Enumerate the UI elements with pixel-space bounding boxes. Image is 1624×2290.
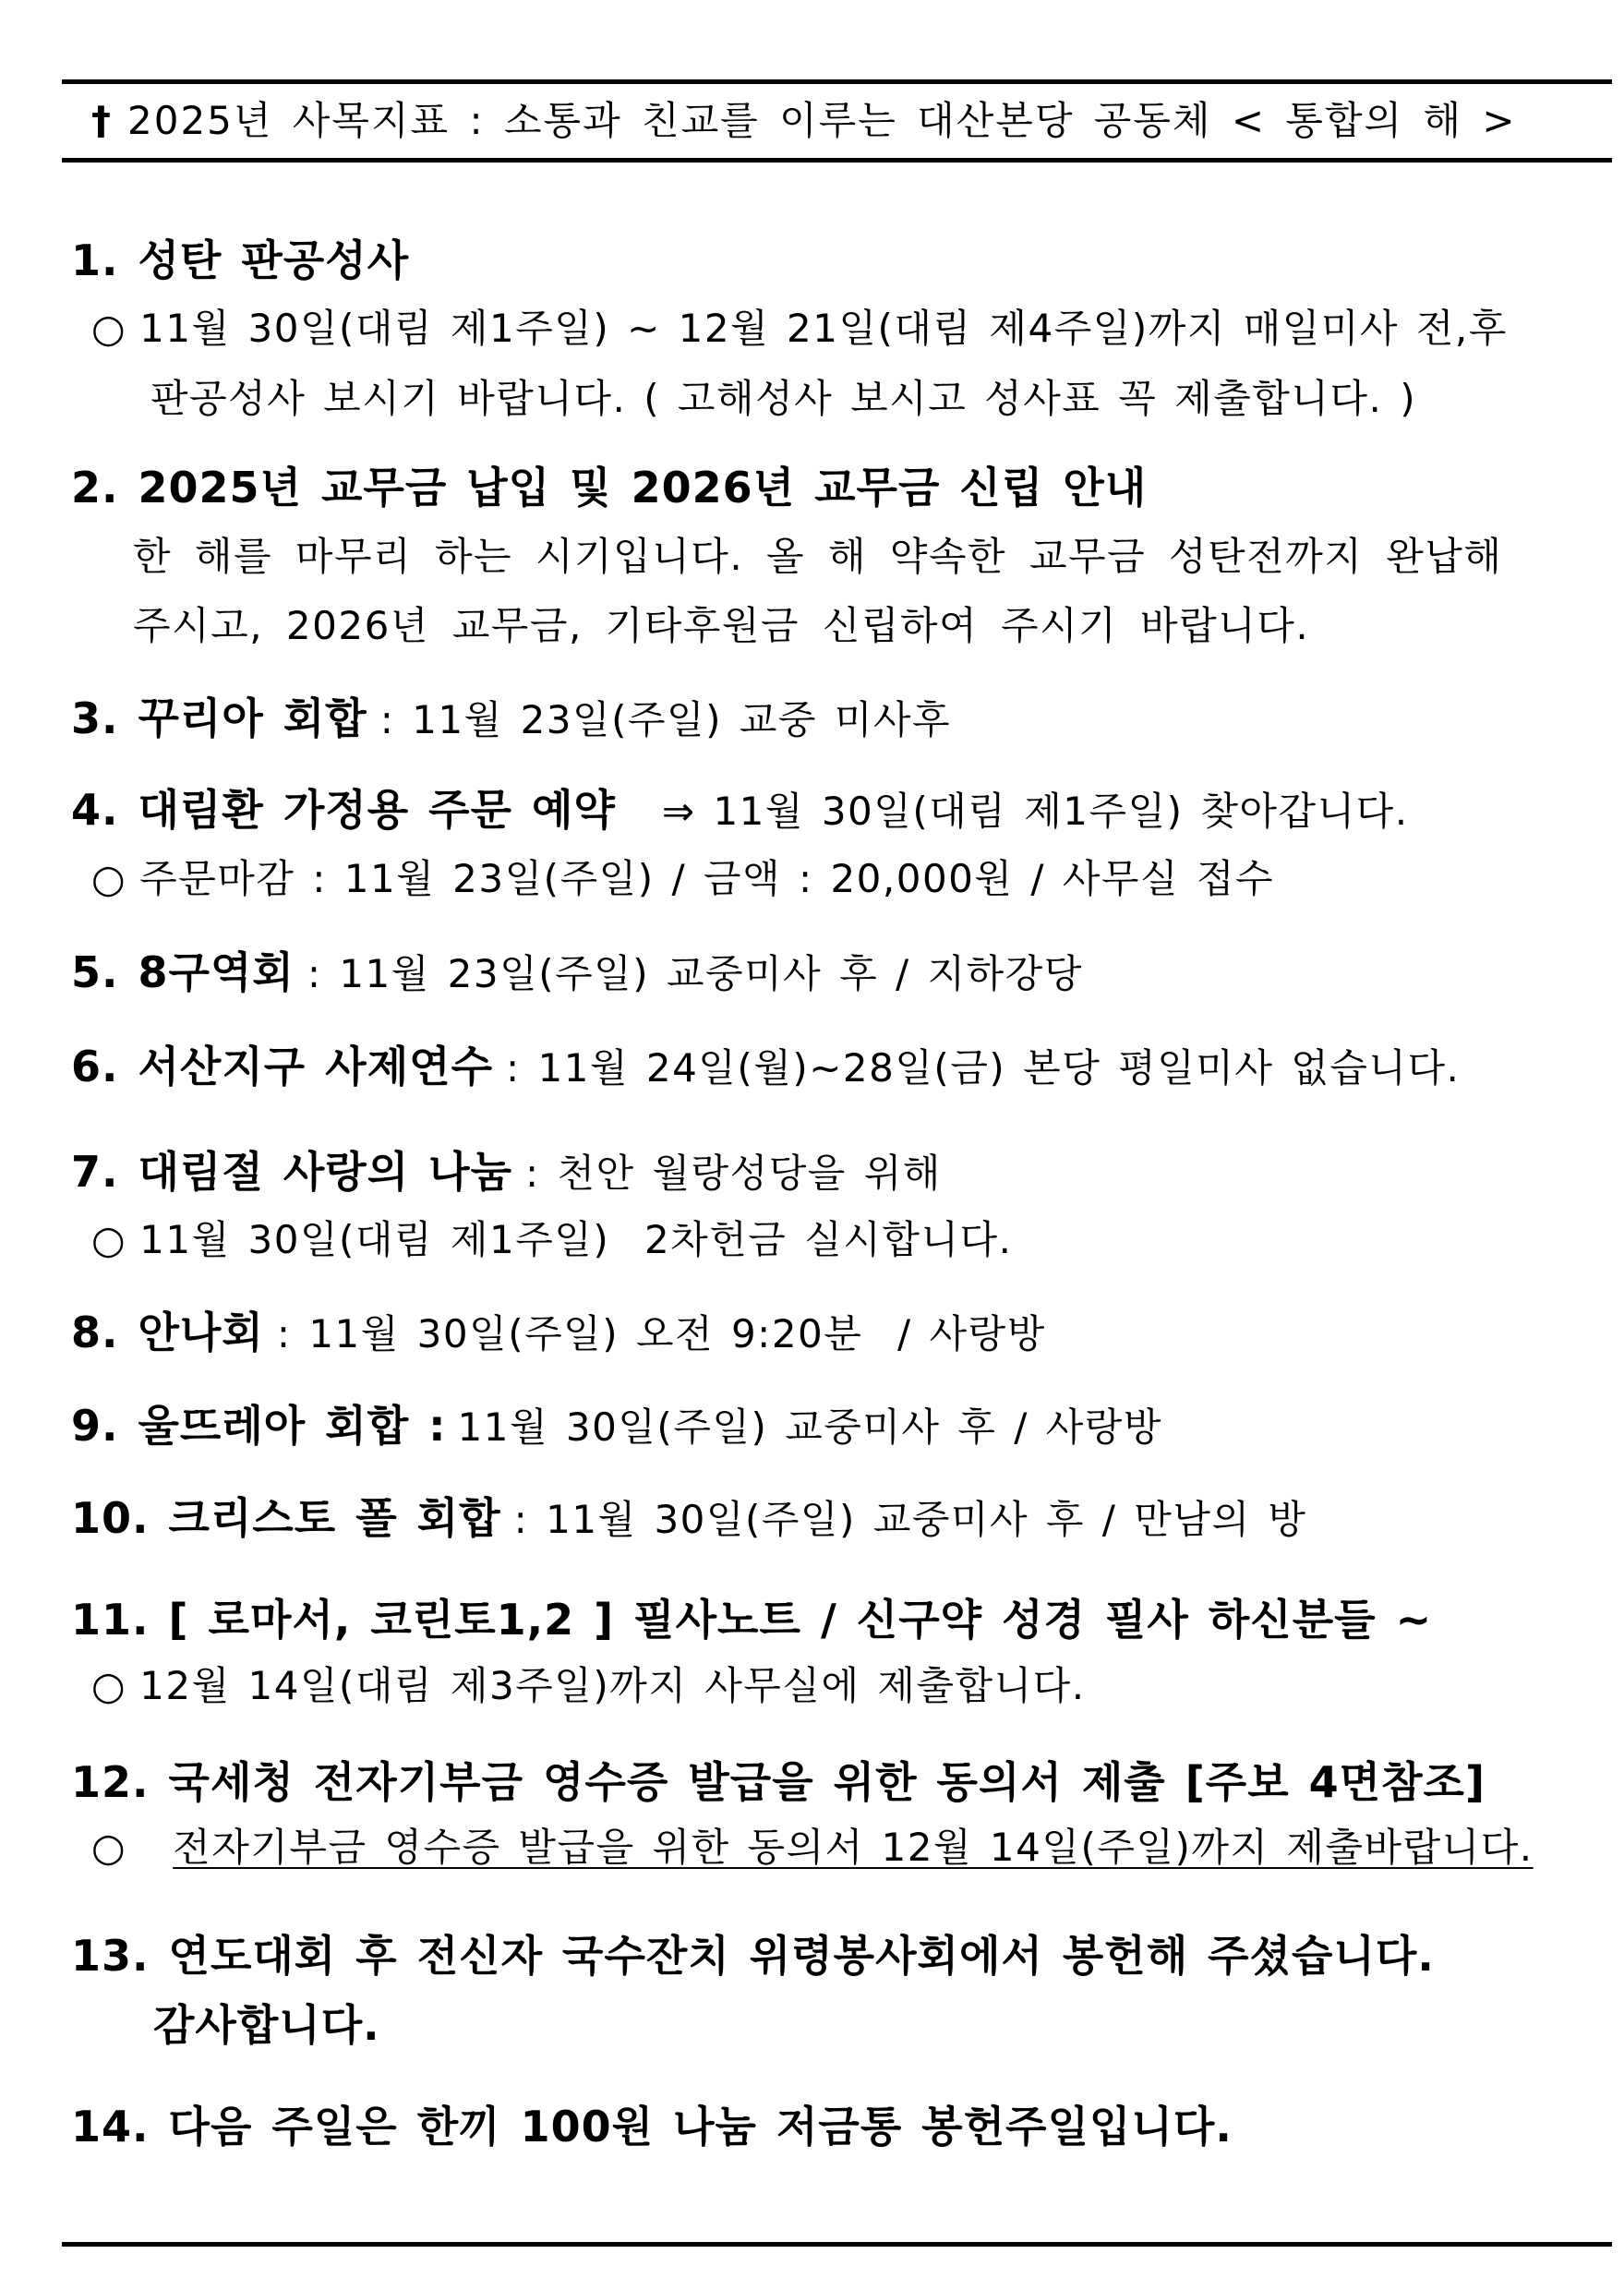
bullet-circle-icon: ○: [91, 306, 127, 351]
notice-2-line-1: 한 해를 마무리 하는 시기입니다. 올 해 약속한 교무금 성탄전까지 완납해: [133, 534, 1503, 579]
cross-icon: †: [91, 98, 113, 143]
notice-8-detail: : 11월 30일(주일) 오전 9:20분 / 사랑방: [276, 1311, 1046, 1356]
notice-14-heading: 14. 다음 주일은 한끼 100원 나눔 저금통 봉헌주일입니다.: [71, 2102, 1233, 2151]
pastoral-motto-text: 2025년 사목지표 : 소통과 친교를 이루는 대산본당 공동체 < 통합의 해 >: [127, 98, 1517, 143]
notice-4-line-1: [91, 853, 1274, 905]
notice-10-detail: : 11월 30일(주일) 교중미사 후 / 만남의 방: [513, 1497, 1307, 1542]
notice-11-line-1-text: 12월 14일(대림 제3주일)까지 사무실에 제출합니다.: [139, 1663, 1086, 1708]
notice-5-detail: : 11월 23일(주일) 교중미사 후 / 지하강당: [307, 951, 1083, 996]
notice-4-line-1-text: 주문마감 : 11월 23일(주일) / 금액 : 20,000원 / 사무실 접수: [139, 856, 1275, 901]
notice-2-heading: 2. 2025년 교무금 납입 및 2026년 교무금 신립 안내: [71, 463, 1148, 512]
notice-10-title: 10. 크리스토 폴 회합: [71, 1493, 501, 1543]
notice-8-title: 8. 안나회: [71, 1308, 264, 1357]
header-bottom-rule: [62, 158, 1612, 163]
notice-3-title: 3. 꾸리아 회합: [71, 693, 367, 743]
bullet-circle-icon: ○: [91, 856, 127, 901]
notice-7-line-1: [91, 1214, 1012, 1266]
notice-9: [71, 1400, 1162, 1452]
notice-12-line-1-text: 전자기부금 영수증 발급을 위한 동의서 12월 14일(주일)까지 제출바랍니다.: [173, 1825, 1534, 1870]
notice-9-title: 9. 울뜨레아 회합 :: [71, 1401, 447, 1451]
notice-13-line-1: 감사합니다.: [153, 2000, 380, 2050]
notice-8: [71, 1307, 1046, 1358]
notice-12-heading: 12. 국세청 전자기부금 영수증 발급을 위한 동의서 제출 [주보 4면참조]: [71, 1757, 1486, 1807]
notice-4-detail: ⇒ 11월 30일(대림 제1주일) 찾아갑니다.: [661, 789, 1409, 834]
notice-13-heading: 13. 연도대회 후 전신자 국수잔치 위령봉사회에서 봉헌해 주셨습니다.: [71, 1931, 1435, 1981]
notice-11-line-1: [91, 1660, 1086, 1712]
notice-1-heading: 1. 성탄 판공성사: [71, 235, 410, 285]
notice-6-title: 6. 서산지구 사제연수: [71, 1042, 493, 1091]
notice-11-heading: 11. [ 로마서, 코린토1,2 ] 필사노트 / 신구약 성경 필사 하신분들 ~: [71, 1595, 1433, 1645]
notice-3: [71, 693, 951, 744]
notice-7-detail: : 천안 월랑성당을 위해: [525, 1151, 942, 1196]
notice-10: [71, 1492, 1306, 1544]
header-top-rule: [62, 79, 1612, 84]
notice-6: [71, 1041, 1460, 1092]
notice-7-title: 7. 대림절 사랑의 나눔: [71, 1147, 513, 1197]
notice-1-line-1-text: 11월 30일(대림 제1주일) ~ 12월 21일(대림 제4주일)까지 매일미사 전,후: [139, 306, 1508, 351]
notice-4-title: 4. 대림환 가정용 주문 예약: [71, 785, 616, 835]
footer-rule: [62, 2242, 1612, 2247]
bullet-circle-icon: ○: [91, 1217, 127, 1262]
notice-1-line-2: 판공성사 보시기 바랍니다. ( 고해성사 보시고 성사표 꼭 제출합니다. ): [150, 376, 1417, 421]
notice-5: [71, 946, 1083, 998]
notice-5-title: 5. 8구역회: [71, 947, 295, 997]
bullet-circle-icon: ○: [91, 1663, 127, 1708]
notice-7-line-1-text: 11월 30일(대림 제1주일) 2차헌금 실시합니다.: [139, 1217, 1013, 1262]
notice-3-detail: : 11월 23일(주일) 교중 미사후: [379, 697, 952, 742]
notice-1-line-1: [91, 303, 1508, 355]
notice-6-detail: : 11월 24일(월)~28일(금) 본당 평일미사 없습니다.: [506, 1045, 1461, 1091]
notice-4: [71, 784, 1409, 836]
bullet-circle-icon: ○: [91, 1825, 127, 1870]
pastoral-motto-header: [91, 95, 1517, 147]
notice-12-line-1: [91, 1822, 1534, 1874]
notice-9-detail: 11월 30일(주일) 교중미사 후 / 사랑방: [457, 1404, 1162, 1450]
notice-2-line-2: 주시고, 2026년 교무금, 기타후원금 신립하여 주시기 바랍니다.: [133, 603, 1310, 648]
notice-7: [71, 1146, 942, 1198]
